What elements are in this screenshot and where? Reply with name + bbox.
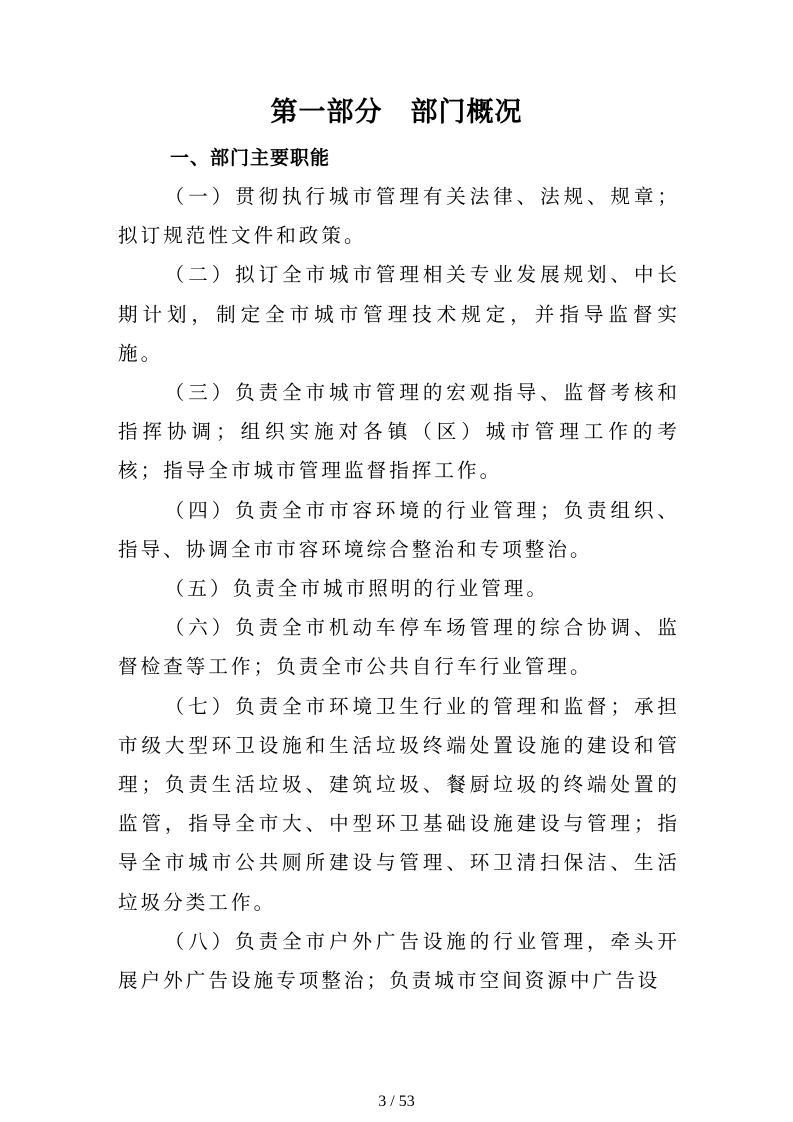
paragraph-8: （八）负责全市户外广告设施的行业管理，牵头开展户外广告设施专项整治；负责城市空间资源中广告设 (118, 929, 680, 993)
page-number: 3 / 53 (378, 1093, 415, 1110)
paragraph-5: （五）负责全市城市照明的行业管理。 (164, 577, 549, 601)
paragraph-6: （六）负责全市机动车停车场管理的综合协调、监督检查等工作；负责全市公共自行车行业管理。 (118, 616, 680, 679)
paragraph-2: （二）拟订全市城市管理相关专业发展规划、中长期计划，制定全市城市管理技术规定，并指导监督实施。 (118, 263, 680, 365)
body-text (118, 177, 680, 1000)
section-heading: 一、部门主要职能 (170, 147, 331, 169)
paragraph-3: （三）负责全市城市管理的宏观指导、监督考核和指挥协调；组织实施对各镇（区）城市管理工作的考核；指导全市城市管理监督指挥工作。 (118, 381, 680, 483)
paragraph-1: （一）贯彻执行城市管理有关法律、法规、规章；拟订规范性文件和政策。 (118, 185, 680, 248)
page-title: 第一部分 部门概况 (270, 97, 523, 128)
paragraph-4: （四）负责全市市容环境的行业管理；负责组织、指导、协调全市市容环境综合整治和专项整治。 (118, 498, 680, 561)
paragraph-7: （七）负责全市环境卫生行业的管理和监督；承担市级大型环卫设施和生活垃圾终端处置设施的建设和管理；负责生活垃圾、建筑垃圾、餐厨垃圾的终端处置的监管，指导全市大、中型环卫基础设施建设与管理；指导全市城市公共厕所建设与管理、环卫清扫保洁、生活垃圾分类工作。 (118, 694, 680, 914)
